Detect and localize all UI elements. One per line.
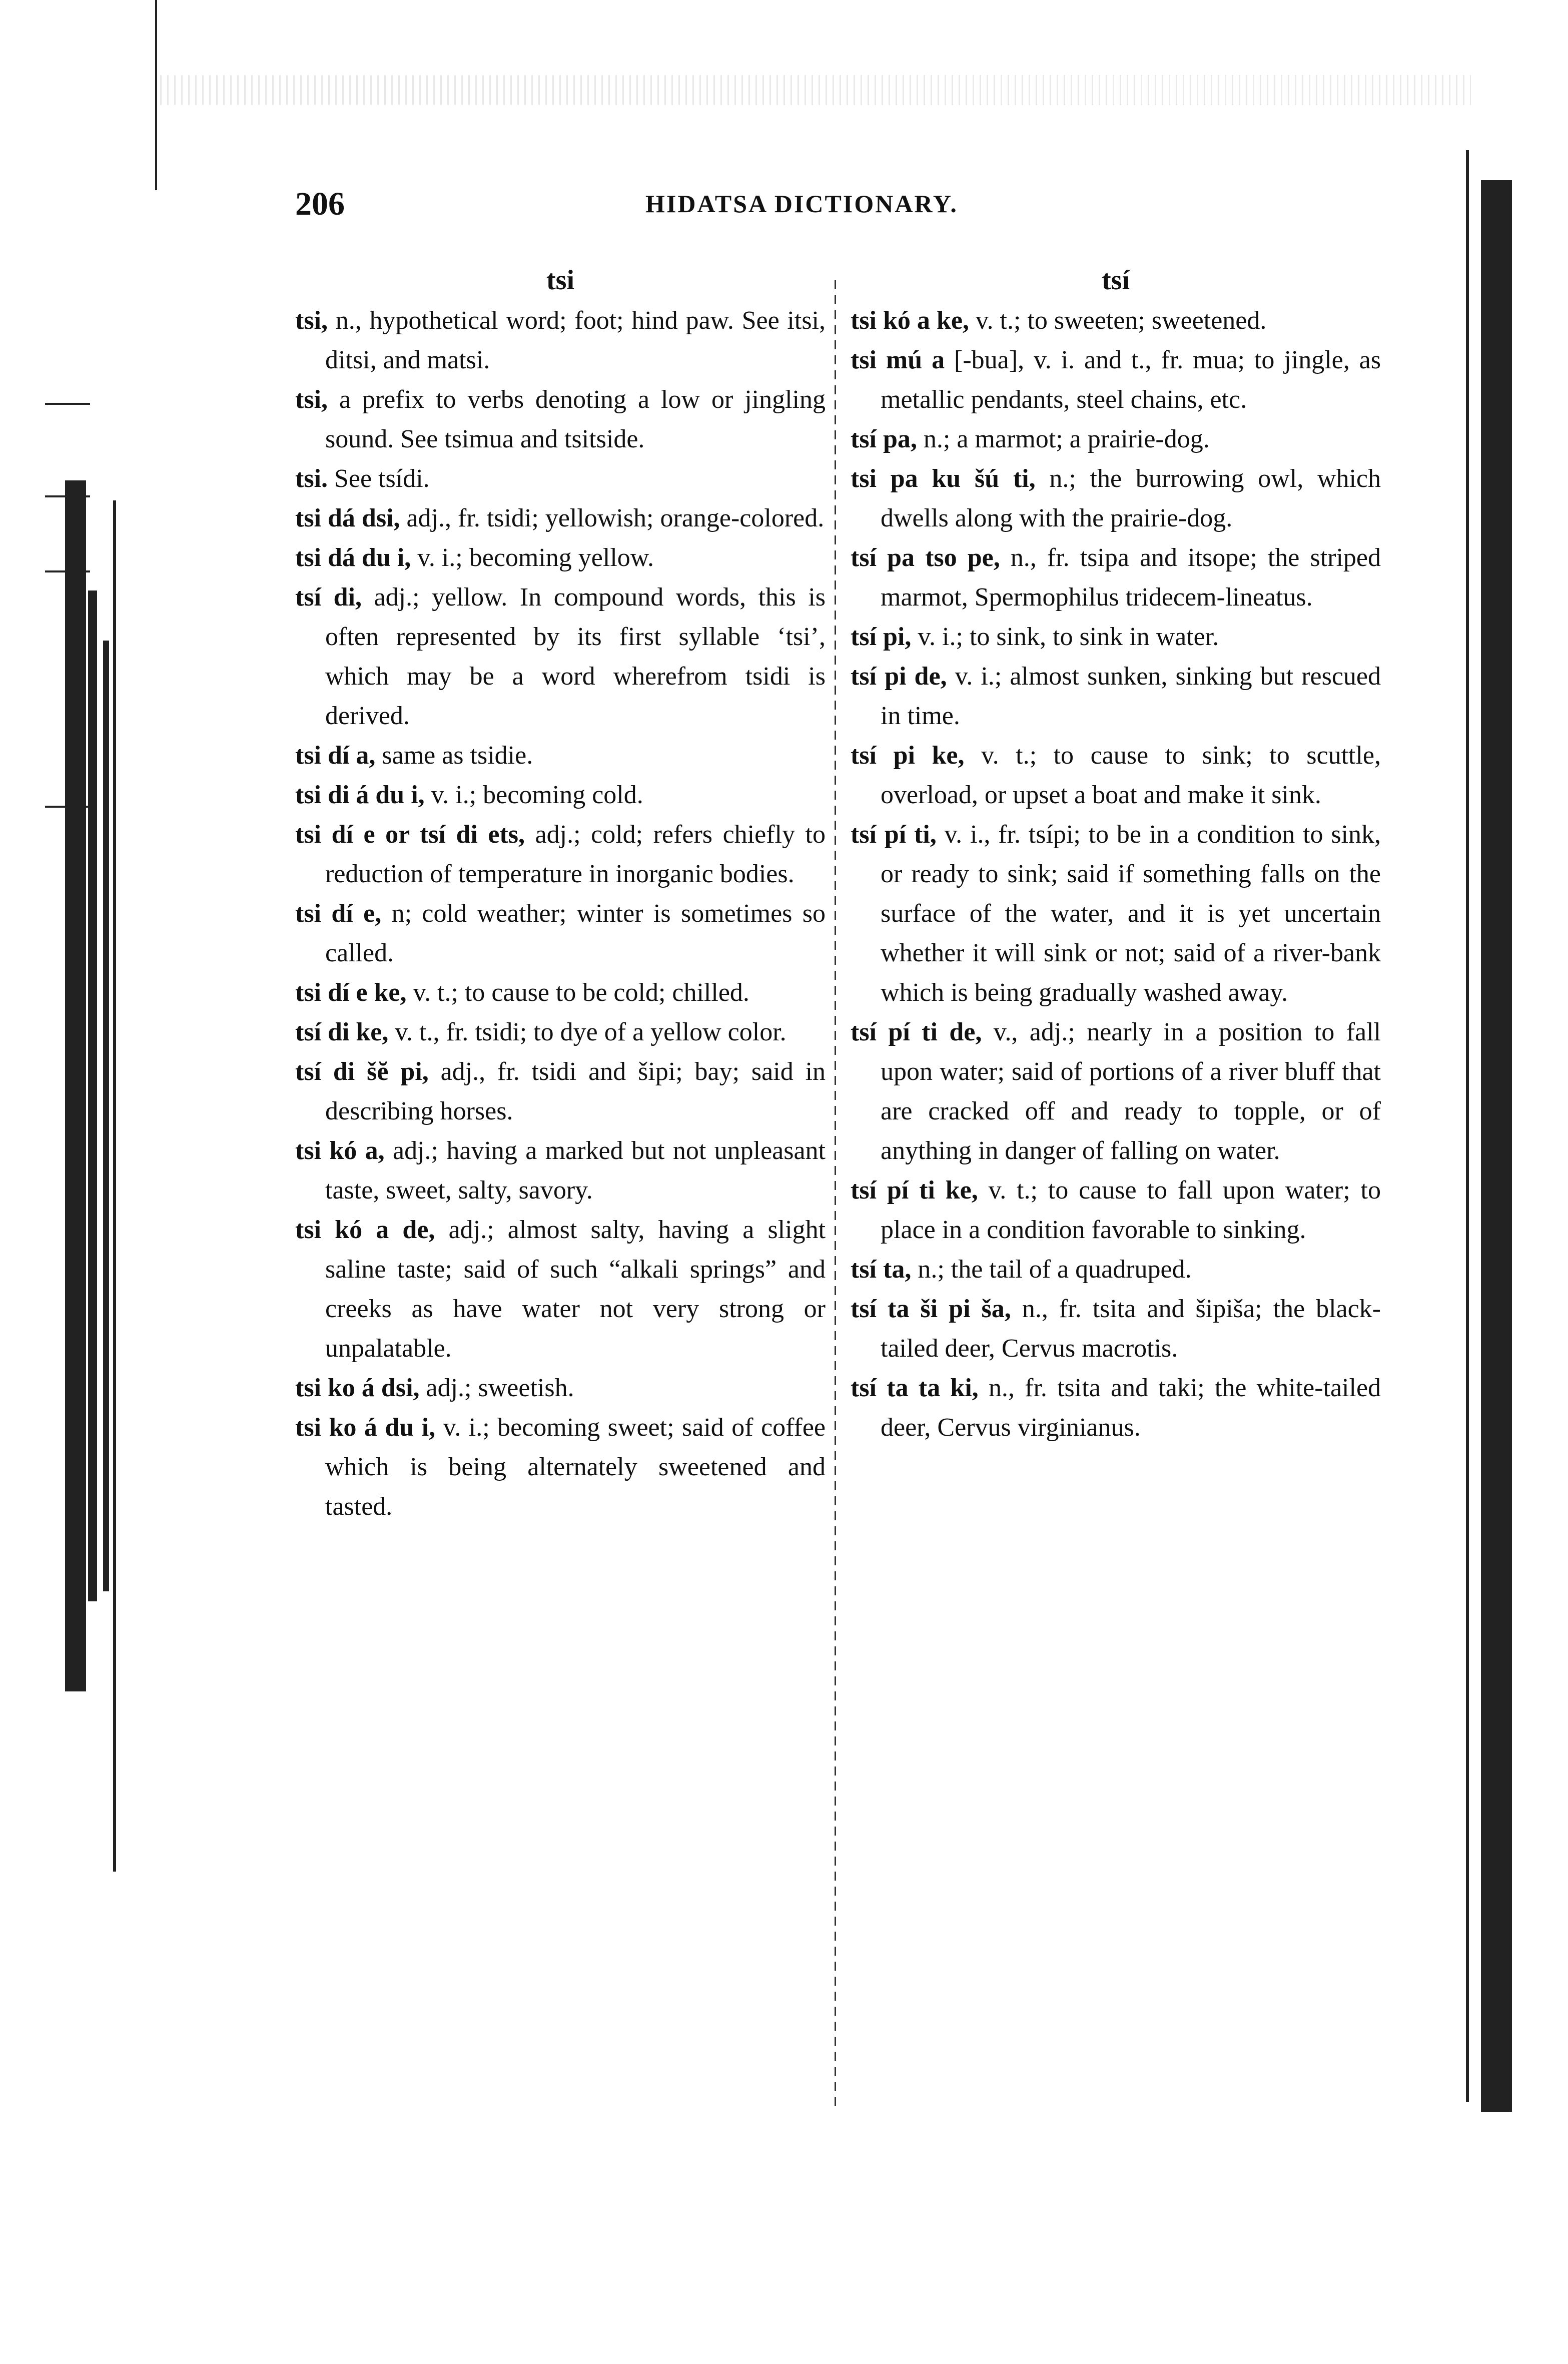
- dictionary-entry: [295, 577, 826, 736]
- dictionary-entry: [295, 301, 826, 380]
- definition: same as tsidie.: [382, 741, 533, 770]
- headword: tsí pi ke,: [851, 741, 965, 770]
- definition: v. i.; becoming yellow.: [417, 543, 654, 572]
- dictionary-entry: [295, 1052, 826, 1131]
- scan-mark: [45, 806, 90, 808]
- headword: tsi kó a ke,: [851, 306, 969, 335]
- dictionary-entry: [295, 1408, 826, 1526]
- definition: n.; the burrowing owl, which dwells along with the prairie-dog.: [881, 464, 1381, 532]
- entry-list: [851, 301, 1381, 1447]
- dictionary-entry: [851, 657, 1381, 736]
- headword: tsi ko á dsi,: [295, 1374, 420, 1402]
- dictionary-entry: [295, 894, 826, 973]
- scan-mark: [45, 403, 90, 405]
- headword: tsi dí a,: [295, 741, 376, 770]
- dictionary-entry: [295, 973, 826, 1012]
- dictionary-entry: [851, 340, 1381, 419]
- headword: tsí pí ti ke,: [851, 1176, 978, 1205]
- scan-mark: [45, 495, 90, 497]
- dictionary-entry: [295, 1368, 826, 1408]
- dictionary-entry: [851, 736, 1381, 815]
- right-column: [851, 263, 1381, 1447]
- headword: tsi dí e ke,: [295, 978, 407, 1007]
- scan-edge-line: [155, 0, 157, 190]
- definition: v. t., fr. tsidi; to dye of a yellow color.: [395, 1018, 787, 1046]
- definition: v. t.; to cause to sink; to scuttle, overload, or upset a boat and make it sink.: [881, 741, 1381, 809]
- definition: n.; the tail of a quadruped.: [918, 1255, 1192, 1284]
- definition: a prefix to verbs denoting a low or jingling sound. See tsimua and tsitside.: [325, 385, 826, 453]
- column-divider: [835, 280, 836, 2107]
- headword: tsi dí e or tsí di ets,: [295, 820, 525, 849]
- definition: adj., fr. tsidi; yellowish; orange-colored.: [406, 504, 825, 532]
- definition: n., fr. tsita and taki; the white-tailed deer, Cervus virginianus.: [881, 1374, 1381, 1442]
- definition: v. t.; to cause to be cold; chilled.: [413, 978, 749, 1007]
- headword: tsi ko á du i,: [295, 1413, 436, 1442]
- dictionary-entry: [295, 1131, 826, 1210]
- headword: tsí pí ti de,: [851, 1018, 982, 1046]
- dictionary-entry: [295, 380, 826, 459]
- headword: tsí di ke,: [295, 1018, 389, 1046]
- dictionary-entry: [295, 1012, 826, 1052]
- dictionary-entry: [295, 775, 826, 815]
- dictionary-entry: [851, 617, 1381, 657]
- dictionary-entry: [851, 459, 1381, 538]
- definition: adj.; having a marked but not unpleasant taste, sweet, salty, savory.: [325, 1136, 826, 1205]
- headword: tsi kó a,: [295, 1136, 385, 1165]
- headword: tsí pí ti,: [851, 820, 937, 849]
- dictionary-entry: [295, 815, 826, 894]
- definition: v. t.; to sweeten; sweetened.: [975, 306, 1267, 335]
- dictionary-entry: [295, 1210, 826, 1368]
- scan-page-edge-shadow: [1481, 180, 1512, 2112]
- definition: n.; a marmot; a prairie-dog.: [923, 425, 1210, 453]
- scan-binding-shadow: [113, 500, 116, 1872]
- scan-edge-line: [1466, 150, 1469, 2102]
- guide-word: tsi: [546, 265, 574, 296]
- definition: v. t.; to cause to fall upon water; to place in a condition favorable to sinking.: [881, 1176, 1381, 1244]
- left-column: [295, 263, 826, 1526]
- definition: v. i., fr. tsípi; to be in a condition to sink, or ready to sink; said if something falls on the surface of the water, and it is yet uncertain whether it will sink or not; said of a river-bank which is being gradually washed away.: [881, 820, 1381, 1007]
- headword: tsí di,: [295, 583, 362, 612]
- headword: tsi pa ku šú ti,: [851, 464, 1036, 493]
- dictionary-entry: [851, 1250, 1381, 1289]
- definition: n., fr. tsita and šipiša; the black-tailed deer, Cervus macrotis.: [881, 1295, 1381, 1363]
- dictionary-entry: [851, 538, 1381, 617]
- definition: v. i.; to sink, to sink in water.: [918, 623, 1219, 651]
- page-number: 206: [295, 186, 345, 222]
- definition: See tsídi.: [334, 464, 430, 493]
- definition: [-bua], v. i. and t., fr. mua; to jingle, as metallic pendants, steel chains, etc.: [881, 346, 1381, 414]
- definition: v., adj.; nearly in a position to fall upon water; said of portions of a river bluff that are cracked off and ready to topple, or of anything in danger of falling on water.: [881, 1018, 1381, 1165]
- definition: adj.; sweetish.: [426, 1374, 574, 1402]
- dictionary-entry: [851, 301, 1381, 340]
- headword: tsí di šĕ pi,: [295, 1057, 429, 1086]
- definition: v. i.; becoming sweet; said of coffee which is being alternately sweetened and tasted.: [325, 1413, 826, 1521]
- scan-binding-shadow: [88, 590, 97, 1601]
- dictionary-entry: [851, 1368, 1381, 1447]
- headword: tsí pa tso pe,: [851, 543, 1000, 572]
- scan-noise-top: [160, 75, 1471, 105]
- headword: tsi dí e,: [295, 899, 382, 928]
- headword: tsí ta ta ki,: [851, 1374, 979, 1402]
- definition: v. i.; becoming cold.: [431, 781, 643, 809]
- headword: tsi,: [295, 385, 328, 414]
- headword: tsi,: [295, 306, 328, 335]
- headword: tsi dá dsi,: [295, 504, 400, 532]
- dictionary-entry: [295, 736, 826, 775]
- dictionary-entry: [851, 815, 1381, 1012]
- definition: adj.; almost salty, having a slight saline taste; said of such “alkali springs” and creeks as have water not very strong or unpalatable.: [325, 1216, 826, 1363]
- dictionary-entry: [851, 419, 1381, 459]
- definition: adj., fr. tsidi and šipi; bay; said in describing horses.: [325, 1057, 826, 1125]
- definition: adj.; yellow. In compound words, this is often represented by its first syllable ‘tsi’, which may be a word wherefrom tsidi is derived.: [325, 583, 826, 730]
- headword: tsi mú a: [851, 346, 945, 374]
- definition: n., fr. tsipa and itsope; the striped marmot, Spermophilus tridecem-lineatus.: [881, 543, 1381, 612]
- headword: tsí pa,: [851, 425, 917, 453]
- entry-list: [295, 301, 826, 1526]
- scan-binding-shadow: [103, 641, 109, 1591]
- definition: n; cold weather; winter is sometimes so called.: [325, 899, 826, 967]
- dictionary-entry: [295, 538, 826, 577]
- definition: n., hypothetical word; foot; hind paw. See itsi, ditsi, and matsi.: [325, 306, 826, 374]
- headword: tsi kó a de,: [295, 1216, 435, 1244]
- guide-word: tsí: [1102, 265, 1130, 296]
- definition: v. i.; almost sunken, sinking but rescued in time.: [881, 662, 1381, 730]
- headword: tsí pi,: [851, 623, 912, 651]
- scan-mark: [45, 570, 90, 572]
- dictionary-entry: [851, 1170, 1381, 1250]
- running-head: [295, 185, 1446, 230]
- scan-binding-shadow: [65, 480, 86, 1691]
- dictionary-entry: [851, 1012, 1381, 1170]
- headword: tsí ta ši pi ša,: [851, 1295, 1011, 1323]
- dictionary-entry: [295, 459, 826, 498]
- dictionary-entry: [851, 1289, 1381, 1368]
- headword: tsi.: [295, 464, 328, 493]
- headword: tsí pi de,: [851, 662, 947, 691]
- headword: tsi di á du i,: [295, 781, 425, 809]
- headword: tsí ta,: [851, 1255, 912, 1284]
- book-title: HIDATSA DICTIONARY.: [645, 190, 958, 218]
- headword: tsi dá du i,: [295, 543, 411, 572]
- dictionary-entry: [295, 498, 826, 538]
- definition: adj.; cold; refers chiefly to reduction of temperature in inorganic bodies.: [325, 820, 826, 888]
